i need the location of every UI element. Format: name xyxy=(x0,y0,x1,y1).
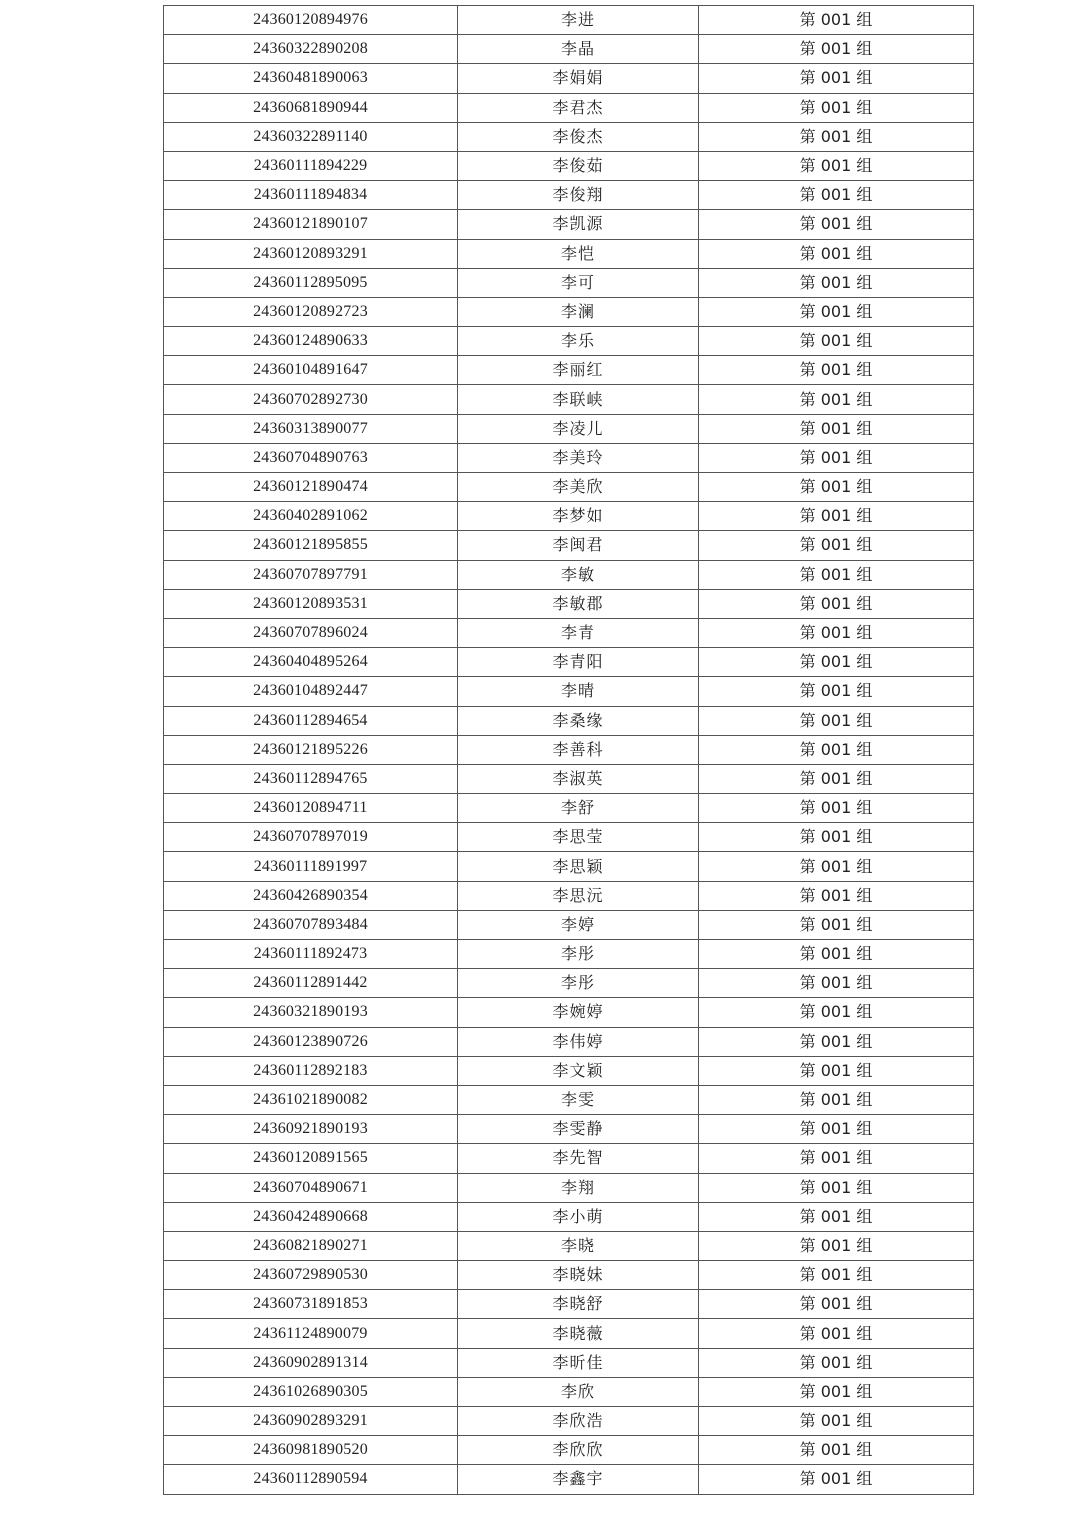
candidate-id-cell: 24360120894711 xyxy=(164,794,458,823)
table-row xyxy=(164,414,974,443)
candidate-name-cell: 李欣欣 xyxy=(458,1436,699,1465)
table-row xyxy=(164,852,974,881)
candidate-id-cell: 24360681890944 xyxy=(164,93,458,122)
table-row xyxy=(164,297,974,326)
table-row xyxy=(164,1173,974,1202)
candidate-id-cell: 24360902891314 xyxy=(164,1348,458,1377)
group-cell: 第 001 组 xyxy=(699,1290,974,1319)
candidate-id-cell: 24360704890671 xyxy=(164,1173,458,1202)
group-cell: 第 001 组 xyxy=(699,618,974,647)
group-cell: 第 001 组 xyxy=(699,1377,974,1406)
group-cell: 第 001 组 xyxy=(699,35,974,64)
candidate-name-cell: 李晓舒 xyxy=(458,1290,699,1319)
group-cell: 第 001 组 xyxy=(699,852,974,881)
table-row xyxy=(164,1144,974,1173)
table-row xyxy=(164,1261,974,1290)
candidate-name-cell: 李美玲 xyxy=(458,443,699,472)
group-cell: 第 001 组 xyxy=(699,735,974,764)
candidate-name-cell: 李梦如 xyxy=(458,502,699,531)
table-row xyxy=(164,93,974,122)
candidate-name-cell: 李鑫宇 xyxy=(458,1465,699,1494)
candidate-id-cell: 24360402891062 xyxy=(164,502,458,531)
group-cell: 第 001 组 xyxy=(699,181,974,210)
group-cell: 第 001 组 xyxy=(699,443,974,472)
group-cell: 第 001 组 xyxy=(699,764,974,793)
group-cell: 第 001 组 xyxy=(699,1407,974,1436)
candidate-id-cell: 24360120892723 xyxy=(164,297,458,326)
candidate-name-cell: 李思莹 xyxy=(458,823,699,852)
group-cell: 第 001 组 xyxy=(699,239,974,268)
candidate-name-cell: 李思颖 xyxy=(458,852,699,881)
candidate-name-cell: 李彤 xyxy=(458,940,699,969)
candidate-id-cell: 24360120893291 xyxy=(164,239,458,268)
candidate-name-cell: 李昕佳 xyxy=(458,1348,699,1377)
candidate-name-cell: 李翔 xyxy=(458,1173,699,1202)
group-cell: 第 001 组 xyxy=(699,297,974,326)
table-row xyxy=(164,502,974,531)
candidate-id-cell: 24360902893291 xyxy=(164,1407,458,1436)
candidate-id-cell: 24360111892473 xyxy=(164,940,458,969)
candidate-name-cell: 李凯源 xyxy=(458,210,699,239)
candidate-id-cell: 24361021890082 xyxy=(164,1085,458,1114)
candidate-name-cell: 李晓 xyxy=(458,1231,699,1260)
candidate-name-cell: 李婉婷 xyxy=(458,998,699,1027)
group-cell: 第 001 组 xyxy=(699,794,974,823)
table-row xyxy=(164,443,974,472)
group-cell: 第 001 组 xyxy=(699,677,974,706)
candidate-id-cell: 24360121890474 xyxy=(164,473,458,502)
candidate-id-cell: 24361026890305 xyxy=(164,1377,458,1406)
group-cell: 第 001 组 xyxy=(699,531,974,560)
table-row xyxy=(164,1115,974,1144)
roster-table-body xyxy=(164,6,974,1495)
group-cell: 第 001 组 xyxy=(699,940,974,969)
candidate-name-cell: 李敏 xyxy=(458,560,699,589)
candidate-name-cell: 李进 xyxy=(458,6,699,35)
table-row xyxy=(164,210,974,239)
candidate-name-cell: 李闽君 xyxy=(458,531,699,560)
group-cell: 第 001 组 xyxy=(699,414,974,443)
candidate-name-cell: 李小萌 xyxy=(458,1202,699,1231)
table-row xyxy=(164,268,974,297)
group-cell: 第 001 组 xyxy=(699,648,974,677)
candidate-id-cell: 24360120894976 xyxy=(164,6,458,35)
candidate-name-cell: 李青 xyxy=(458,618,699,647)
candidate-id-cell: 24360921890193 xyxy=(164,1115,458,1144)
candidate-name-cell: 李恺 xyxy=(458,239,699,268)
candidate-id-cell: 24360707897791 xyxy=(164,560,458,589)
candidate-name-cell: 李可 xyxy=(458,268,699,297)
candidate-id-cell: 24360112892183 xyxy=(164,1056,458,1085)
candidate-id-cell: 24360322890208 xyxy=(164,35,458,64)
group-cell: 第 001 组 xyxy=(699,1319,974,1348)
group-cell: 第 001 组 xyxy=(699,1144,974,1173)
candidate-id-cell: 24360112895095 xyxy=(164,268,458,297)
table-row xyxy=(164,122,974,151)
table-row xyxy=(164,998,974,1027)
table-row xyxy=(164,1085,974,1114)
candidate-name-cell: 李文颖 xyxy=(458,1056,699,1085)
table-row xyxy=(164,677,974,706)
candidate-id-cell: 24360121895226 xyxy=(164,735,458,764)
table-row xyxy=(164,823,974,852)
candidate-id-cell: 24360104892447 xyxy=(164,677,458,706)
table-row xyxy=(164,764,974,793)
group-cell: 第 001 组 xyxy=(699,151,974,180)
candidate-id-cell: 24360426890354 xyxy=(164,881,458,910)
candidate-id-cell: 24360121895855 xyxy=(164,531,458,560)
table-row xyxy=(164,1290,974,1319)
candidate-id-cell: 24360124890633 xyxy=(164,327,458,356)
table-row xyxy=(164,531,974,560)
group-cell: 第 001 组 xyxy=(699,93,974,122)
table-row xyxy=(164,1348,974,1377)
candidate-id-cell: 24360707897019 xyxy=(164,823,458,852)
group-cell: 第 001 组 xyxy=(699,1465,974,1494)
group-cell: 第 001 组 xyxy=(699,327,974,356)
candidate-name-cell: 李俊杰 xyxy=(458,122,699,151)
candidate-id-cell: 24360321890193 xyxy=(164,998,458,1027)
group-cell: 第 001 组 xyxy=(699,268,974,297)
candidate-name-cell: 李敏郡 xyxy=(458,589,699,618)
candidate-id-cell: 24360821890271 xyxy=(164,1231,458,1260)
group-cell: 第 001 组 xyxy=(699,589,974,618)
table-row xyxy=(164,327,974,356)
table-row xyxy=(164,6,974,35)
table-row xyxy=(164,910,974,939)
candidate-id-cell: 24360111894229 xyxy=(164,151,458,180)
table-row xyxy=(164,706,974,735)
candidate-name-cell: 李晓薇 xyxy=(458,1319,699,1348)
candidate-name-cell: 李乐 xyxy=(458,327,699,356)
candidate-id-cell: 24360112890594 xyxy=(164,1465,458,1494)
group-cell: 第 001 组 xyxy=(699,473,974,502)
candidate-name-cell: 李澜 xyxy=(458,297,699,326)
candidate-name-cell: 李思沅 xyxy=(458,881,699,910)
candidate-name-cell: 李君杰 xyxy=(458,93,699,122)
group-cell: 第 001 组 xyxy=(699,1436,974,1465)
table-row xyxy=(164,618,974,647)
candidate-name-cell: 李彤 xyxy=(458,969,699,998)
candidate-id-cell: 24360112894654 xyxy=(164,706,458,735)
table-row xyxy=(164,181,974,210)
table-row xyxy=(164,151,974,180)
candidate-name-cell: 李晓妹 xyxy=(458,1261,699,1290)
candidate-id-cell: 24360981890520 xyxy=(164,1436,458,1465)
group-cell: 第 001 组 xyxy=(699,122,974,151)
candidate-name-cell: 李美欣 xyxy=(458,473,699,502)
candidate-name-cell: 李娟娟 xyxy=(458,64,699,93)
table-row xyxy=(164,239,974,268)
candidate-name-cell: 李淑英 xyxy=(458,764,699,793)
candidate-name-cell: 李善科 xyxy=(458,735,699,764)
table-row xyxy=(164,589,974,618)
table-row xyxy=(164,1231,974,1260)
group-cell: 第 001 组 xyxy=(699,1115,974,1144)
group-cell: 第 001 组 xyxy=(699,356,974,385)
group-cell: 第 001 组 xyxy=(699,881,974,910)
group-cell: 第 001 组 xyxy=(699,998,974,1027)
table-row xyxy=(164,940,974,969)
candidate-name-cell: 李伟婷 xyxy=(458,1027,699,1056)
candidate-id-cell: 24360104891647 xyxy=(164,356,458,385)
group-cell: 第 001 组 xyxy=(699,1085,974,1114)
candidate-id-cell: 24360702892730 xyxy=(164,385,458,414)
group-cell: 第 001 组 xyxy=(699,64,974,93)
group-cell: 第 001 组 xyxy=(699,969,974,998)
group-cell: 第 001 组 xyxy=(699,706,974,735)
group-cell: 第 001 组 xyxy=(699,1231,974,1260)
candidate-name-cell: 李雯 xyxy=(458,1085,699,1114)
table-row xyxy=(164,35,974,64)
candidate-id-cell: 24360112894765 xyxy=(164,764,458,793)
candidate-name-cell: 李桑缘 xyxy=(458,706,699,735)
table-row xyxy=(164,385,974,414)
candidate-id-cell: 24361124890079 xyxy=(164,1319,458,1348)
table-row xyxy=(164,356,974,385)
group-cell: 第 001 组 xyxy=(699,502,974,531)
candidate-id-cell: 24360704890763 xyxy=(164,443,458,472)
table-row xyxy=(164,881,974,910)
candidate-name-cell: 李联峡 xyxy=(458,385,699,414)
group-cell: 第 001 组 xyxy=(699,910,974,939)
table-row xyxy=(164,1319,974,1348)
candidate-id-cell: 24360123890726 xyxy=(164,1027,458,1056)
candidate-name-cell: 李晶 xyxy=(458,35,699,64)
table-row xyxy=(164,1465,974,1494)
table-row xyxy=(164,794,974,823)
candidate-id-cell: 24360424890668 xyxy=(164,1202,458,1231)
group-cell: 第 001 组 xyxy=(699,210,974,239)
table-row xyxy=(164,560,974,589)
table-row xyxy=(164,1056,974,1085)
table-row xyxy=(164,1436,974,1465)
candidate-id-cell: 24360112891442 xyxy=(164,969,458,998)
candidate-id-cell: 24360313890077 xyxy=(164,414,458,443)
group-cell: 第 001 组 xyxy=(699,560,974,589)
candidate-name-cell: 李晴 xyxy=(458,677,699,706)
group-cell: 第 001 组 xyxy=(699,1348,974,1377)
table-row xyxy=(164,473,974,502)
candidate-name-cell: 李欣 xyxy=(458,1377,699,1406)
candidate-id-cell: 24360120891565 xyxy=(164,1144,458,1173)
candidate-id-cell: 24360404895264 xyxy=(164,648,458,677)
candidate-name-cell: 李舒 xyxy=(458,794,699,823)
table-row xyxy=(164,1377,974,1406)
table-row xyxy=(164,969,974,998)
group-cell: 第 001 组 xyxy=(699,1202,974,1231)
candidate-name-cell: 李婷 xyxy=(458,910,699,939)
candidate-name-cell: 李俊茹 xyxy=(458,151,699,180)
candidate-id-cell: 24360707896024 xyxy=(164,618,458,647)
candidate-id-cell: 24360120893531 xyxy=(164,589,458,618)
candidate-name-cell: 李凌儿 xyxy=(458,414,699,443)
group-cell: 第 001 组 xyxy=(699,6,974,35)
group-cell: 第 001 组 xyxy=(699,1173,974,1202)
candidate-name-cell: 李雯静 xyxy=(458,1115,699,1144)
group-cell: 第 001 组 xyxy=(699,1056,974,1085)
group-cell: 第 001 组 xyxy=(699,1027,974,1056)
table-row xyxy=(164,1202,974,1231)
candidate-id-cell: 24360729890530 xyxy=(164,1261,458,1290)
group-cell: 第 001 组 xyxy=(699,1261,974,1290)
candidate-name-cell: 李青阳 xyxy=(458,648,699,677)
candidate-id-cell: 24360121890107 xyxy=(164,210,458,239)
candidate-id-cell: 24360731891853 xyxy=(164,1290,458,1319)
candidate-name-cell: 李先智 xyxy=(458,1144,699,1173)
table-row xyxy=(164,735,974,764)
candidate-id-cell: 24360111894834 xyxy=(164,181,458,210)
candidate-id-cell: 24360111891997 xyxy=(164,852,458,881)
candidate-id-cell: 24360481890063 xyxy=(164,64,458,93)
candidate-name-cell: 李欣浩 xyxy=(458,1407,699,1436)
candidate-id-cell: 24360707893484 xyxy=(164,910,458,939)
roster-table xyxy=(163,5,974,1495)
candidate-id-cell: 24360322891140 xyxy=(164,122,458,151)
table-row xyxy=(164,648,974,677)
table-row xyxy=(164,1027,974,1056)
group-cell: 第 001 组 xyxy=(699,823,974,852)
table-row xyxy=(164,64,974,93)
candidate-name-cell: 李丽红 xyxy=(458,356,699,385)
candidate-name-cell: 李俊翔 xyxy=(458,181,699,210)
group-cell: 第 001 组 xyxy=(699,385,974,414)
table-row xyxy=(164,1407,974,1436)
